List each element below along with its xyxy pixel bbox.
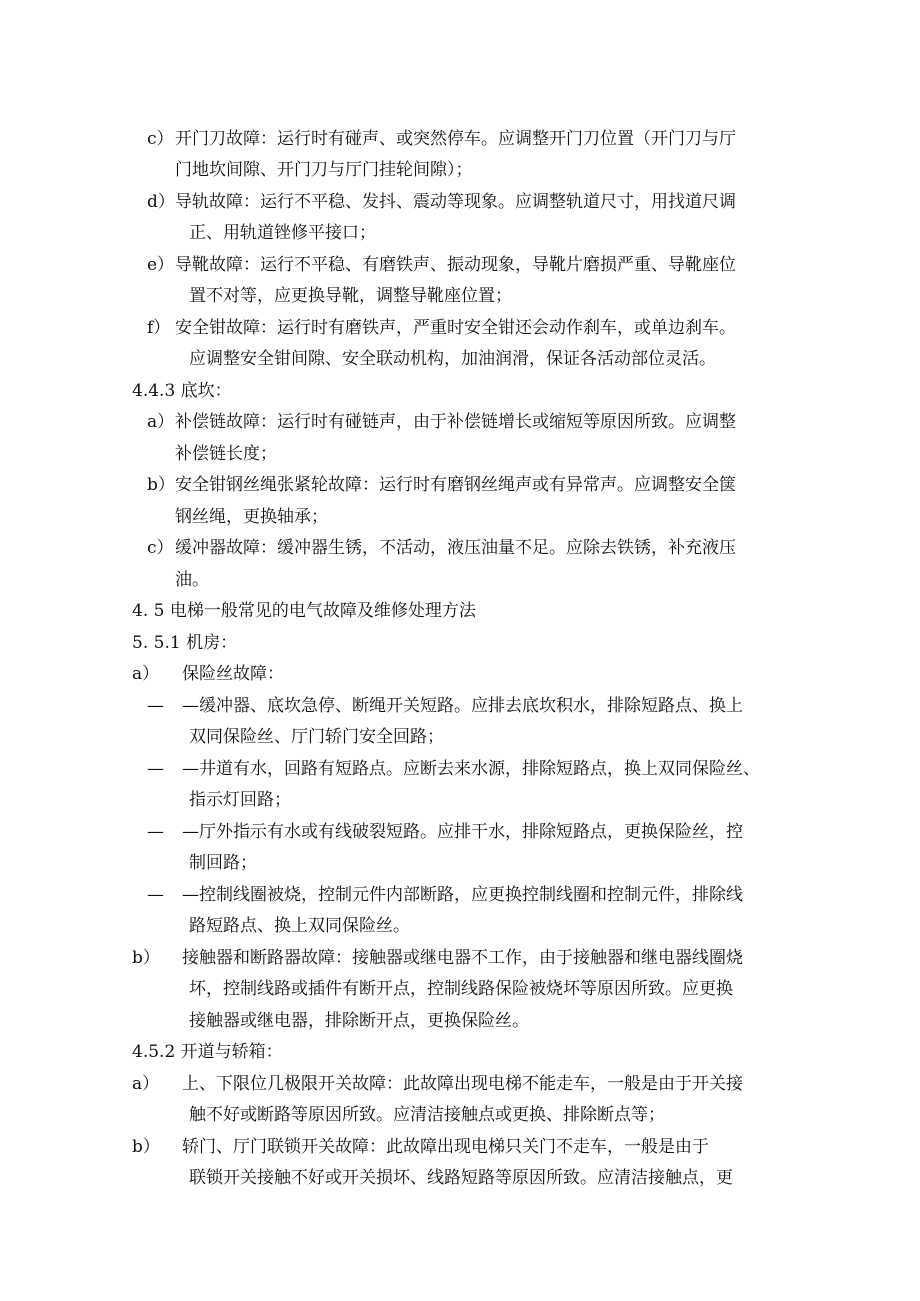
text-line: 接触器和断路器故障：接触器或继电器不工作，由于接触器和继电器线圈烧: [182, 948, 743, 968]
text-line: 油。: [175, 570, 209, 590]
text-line: —缓冲器、底坎急停、断绳开关短路。应排去底坎积水，排除短路点、换上: [182, 696, 743, 716]
text-line: 补偿链故障：运行时有碰链声，由于补偿链增长或缩短等原因所致。应调整: [175, 412, 736, 432]
text-line: 导靴故障：运行不平稳、有磨铁声、振动现象，导靴片磨损严重、导靴座位: [175, 255, 736, 275]
text-line: —控制线圈被烧，控制元件内部断路，应更换控制线圈和控制元件，排除线: [182, 885, 743, 905]
item-marker: a）: [147, 412, 175, 432]
text-line: 补偿链长度；: [175, 444, 277, 464]
text-line: 轿门、厅门联锁开关故障：此故障出现电梯只关门不走车，一般是由于: [182, 1137, 709, 1157]
dash-marker: —: [147, 696, 164, 716]
text-line: 正、用轨道锉修平接口；: [189, 223, 376, 243]
text-line: 应调整安全钳间隙、安全联动机构，加油润滑，保证各活动部位灵活。: [189, 349, 716, 369]
section-heading: 5. 5.1 机房：: [132, 633, 238, 653]
text-line: 开门刀故障：运行时有碰声、或突然停车。应调整开门刀位置（开门刀与厅: [175, 129, 736, 149]
item-marker: a）: [132, 664, 160, 684]
text-line: 钢丝绳，更换轴承；: [175, 507, 328, 527]
text-line: 触不好或断路等原因所致。应清洁接触点或更换、排除断点等；: [189, 1105, 665, 1125]
dash-marker: —: [147, 885, 164, 905]
text-line: —井道有水，回路有短路点。应断去来水源，排除短路点，换上双同保险丝、: [182, 759, 760, 779]
item-marker: b）: [132, 948, 160, 968]
item-marker: f）: [147, 318, 171, 338]
text-line: 路短路点、换上双同保险丝。: [189, 916, 410, 936]
text-line: 双同保险丝、厅门轿门安全回路；: [189, 727, 444, 747]
text-line: 制回路；: [189, 853, 257, 873]
item-marker: e）: [147, 255, 175, 275]
dash-marker: —: [147, 759, 164, 779]
text-line: 指示灯回路；: [189, 790, 291, 810]
text-line: 坏，控制线路或插件有断开点，控制线路保险被烧坏等原因所致。应更换: [189, 979, 733, 999]
text-line: 安全钳钢丝绳张紧轮故障：运行时有磨钢丝绳声或有异常声。应调整安全箧: [175, 475, 736, 495]
item-marker: c）: [147, 129, 174, 149]
text-line: 置不对等，应更换导靴，调整导靴座位置；: [189, 286, 512, 306]
item-marker: d）: [147, 192, 175, 212]
text-line: 安全钳故障：运行时有磨铁声，严重时安全钳还会动作刹车，或单边刹车。: [175, 318, 736, 338]
item-marker: b）: [132, 1137, 160, 1157]
section-heading: 4.5.2 开道与轿箱：: [132, 1042, 283, 1062]
text-line: —厅外指示有水或有线破裂短路。应排干水，排除短路点，更换保险丝，控: [182, 822, 743, 842]
section-heading: 4. 5 电梯一般常见的电气故障及维修处理方法: [132, 601, 476, 621]
text-line: 接触器或继电器，排除断开点，更换保险丝。: [189, 1011, 529, 1031]
item-marker: c）: [147, 538, 174, 558]
text-line: 保险丝故障：: [182, 664, 284, 684]
text-line: 上、下限位几极限开关故障：此故障出现电梯不能走车，一般是由于开关接: [182, 1074, 743, 1094]
text-line: 缓冲器故障：缓冲器生锈，不活动，液压油量不足。应除去铁锈，补充液压: [175, 538, 736, 558]
text-line: 门地坎间隙、开门刀与厅门挂轮间隙）；: [175, 160, 473, 180]
item-marker: a）: [132, 1074, 160, 1094]
section-heading: 4.4.3 底坎：: [132, 381, 232, 401]
dash-marker: —: [147, 822, 164, 842]
text-line: 联锁开关接触不好或开关损坏、线路短路等原因所致。应清洁接触点，更: [189, 1168, 733, 1188]
text-line: 导轨故障：运行不平稳、发抖、震动等现象。应调整轨道尺寸，用找道尺调: [175, 192, 736, 212]
item-marker: b）: [147, 475, 175, 495]
